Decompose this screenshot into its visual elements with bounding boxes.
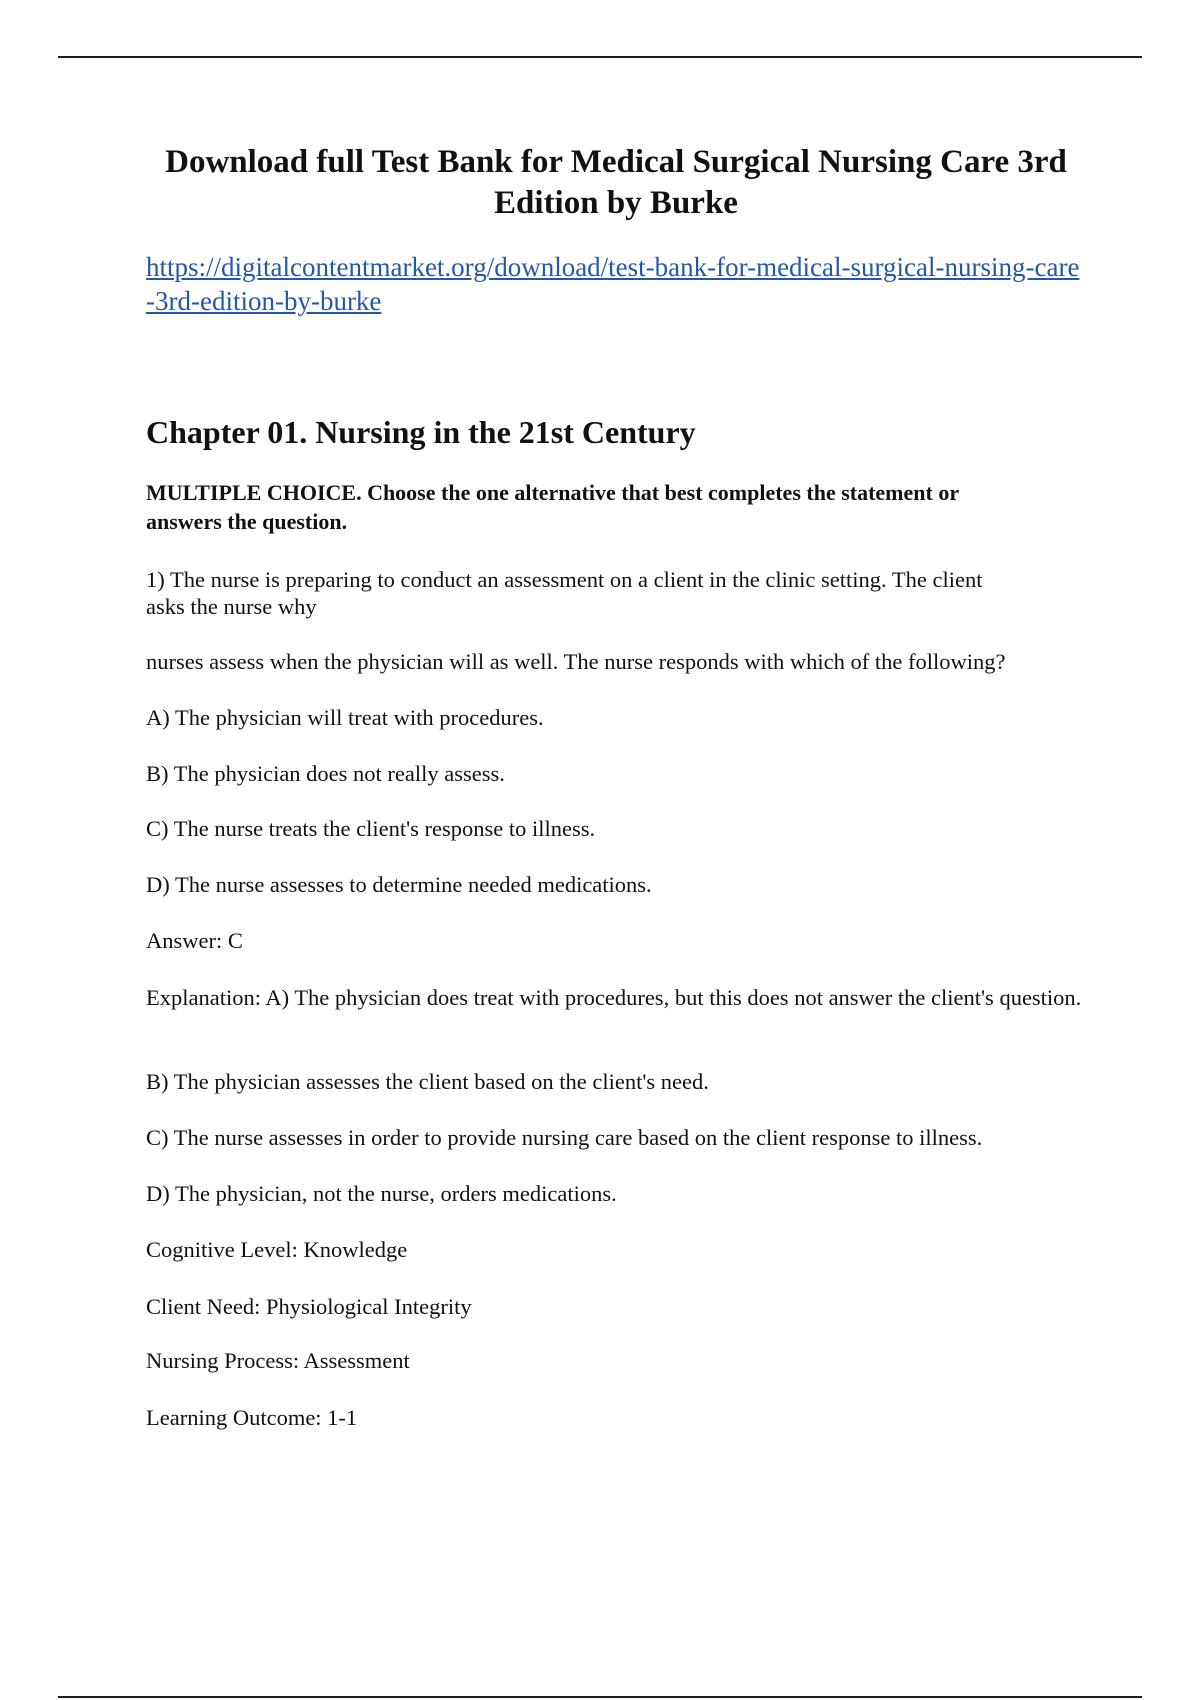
client-need: Client Need: Physiological Integrity [146, 1294, 472, 1319]
explanation-c: C) The nurse assesses in order to provide nursing care based on the client response to illness. [146, 1125, 983, 1150]
explanation-d: D) The physician, not the nurse, orders medications. [146, 1181, 617, 1206]
question-stem-part1: 1) The nurse is preparing to conduct an assessment on a client in the clinic setting. The client asks the nurse why [146, 567, 983, 619]
option-d: D) The nurse assesses to determine needed medications. [146, 872, 652, 897]
option-b: B) The physician does not really assess. [146, 761, 505, 786]
bottom-rule [58, 1696, 1142, 1698]
document-title: Download full Test Bank for Medical Surgical Nursing Care 3rd Edition by Burke [165, 144, 1067, 221]
download-link[interactable]: https://digitalcontentmarket.org/download/test-bank-for-medical-surgical-nursing-care-3rd-edition-by-burke [146, 252, 1080, 316]
instructions: MULTIPLE CHOICE. Choose the one alternative that best completes the statement or answers the question. [146, 480, 959, 534]
option-a: A) The physician will treat with procedures. [146, 705, 544, 730]
explanation-a: Explanation: A) The physician does treat with procedures, but this does not answer the client's question. [146, 985, 1082, 1010]
chapter-heading: Chapter 01. Nursing in the 21st Century [146, 414, 696, 450]
nursing-process: Nursing Process: Assessment [146, 1348, 410, 1373]
learning-outcome: Learning Outcome: 1-1 [146, 1405, 358, 1430]
question-stem-part2: nurses assess when the physician will as well. The nurse responds with which of the following? [146, 649, 1006, 674]
cognitive-level: Cognitive Level: Knowledge [146, 1237, 408, 1262]
answer: Answer: C [146, 928, 243, 953]
option-c: C) The nurse treats the client's response to illness. [146, 816, 596, 841]
top-rule [58, 56, 1142, 58]
explanation-b: B) The physician assesses the client based on the client's need. [146, 1069, 709, 1094]
